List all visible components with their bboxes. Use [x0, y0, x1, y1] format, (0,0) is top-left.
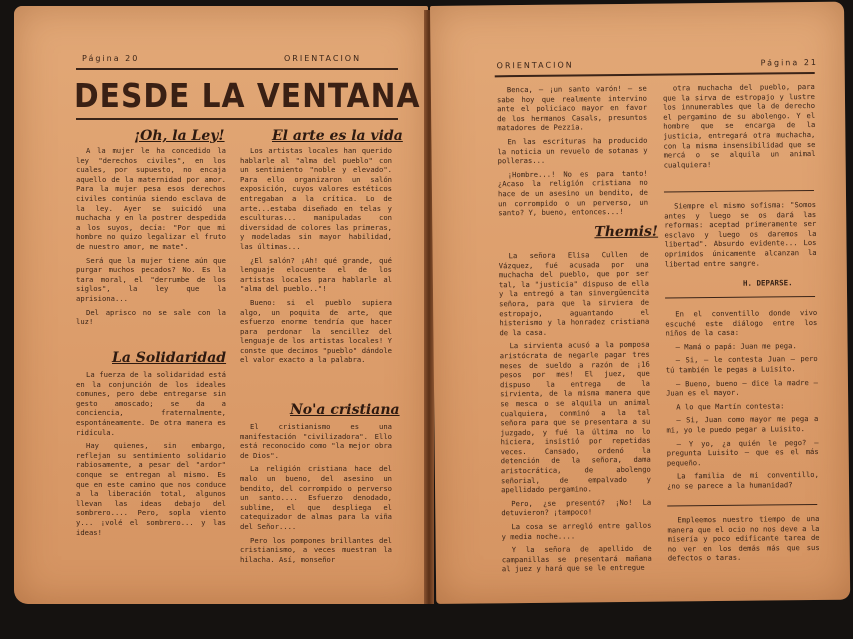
page-headline: DESDE LA VENTANA — [74, 76, 421, 115]
paragraph: otra muchacha del pueblo, para que la sirva de estropajo y lustre los innumerables que la de derecho el pergamino de su abolengo. Y el hombre que se encarga de la justicia, entregará otra muchacha, con la misma insensibilidad que se mercá o se alquila un animal cualquiera! — [662, 81, 816, 170]
oh-la-ley-text — [76, 146, 226, 331]
la-solidaridad-text — [76, 370, 226, 541]
paragraph: ¿El salón? ¡Ah! qué grande, qué lenguaje elocuente el de los artistas locales para hablarle al "alma del pueblo.."! — [240, 255, 392, 294]
header-rule — [76, 68, 398, 70]
paragraph: — Y yo, ¿a quién le pego? — pregunta Luisito — que es el más pequeño. — [666, 437, 819, 468]
section-divider — [667, 504, 817, 507]
paragraph: Bueno: si el pueblo supiera algo, un poquita de arte, que esfuerzo enorme tendría que hacer para perdonar la sencillez del lenguaje de los artistas locales! Y conste que decimos "pueblo" dándole el valor exacto a la palabra. — [240, 297, 392, 365]
paragraph: En las escrituras ha producido la noticia un revuelo de sotanas y polleras... — [497, 135, 648, 166]
paragraph: — Si, Juan como mayor me pega a mi, yo le puedo pegar a Luisito. — [666, 414, 819, 435]
left-page — [14, 6, 428, 604]
no-a-cristiana-text — [240, 422, 392, 568]
section-divider — [665, 296, 815, 299]
left-page-number: Página 20 — [82, 54, 140, 63]
right-page — [430, 2, 850, 604]
paragraph: A la mujer le ha concedido la ley "derechos civiles", en los cuales, por supuesto, no encaja aquello de la maternidad por amor. Para la mujer pesa esos derechos civiles continúa siendo esclava de la ley. Ayer se suicidó una muchacha y en la postrer despedida a los suyos, decía: "Por que mi hombre no quizo legalizar el fruto de nuestro amor, me mate". — [76, 146, 226, 251]
paragraph: La cosa se arregló entre gallos y media noche.... — [501, 520, 652, 541]
header-rule — [495, 72, 815, 77]
themis-text — [499, 250, 652, 579]
conventillo-text — [665, 308, 819, 495]
section-title-no-a-cristiana: No'a cristiana — [290, 402, 400, 418]
el-arte-text — [240, 146, 392, 369]
paragraph: Pero los pompones brillantes del cristianismo, a veces muestran la hilacha. Así, monseñor — [240, 535, 392, 564]
left-running-head: ORIENTACION — [284, 54, 362, 63]
paragraph: — Bueno, bueno — dice la madre — Juan es el mayor. — [666, 377, 819, 398]
right-page-number: Página 21 — [760, 57, 819, 68]
paragraph: La familia de mi conventillo, ¿no se parece a la humanidad? — [666, 470, 819, 491]
deparse-quote — [664, 200, 817, 273]
right-running-head: ORIENTACION — [496, 60, 574, 71]
closing-text — [667, 514, 820, 568]
monsenor-continuation — [497, 84, 648, 222]
section-title-la-solidaridad: La Solidaridad — [112, 350, 227, 366]
section-title-el-arte: El arte es la vida — [272, 128, 403, 144]
paragraph: La sirvienta acusó a la pomposa aristócrata de negarle pagar tres meses de sueldo a razón de ¡16 pesos por mes! El juez, que dispuso la entrega de la sirvienta, de la misma manera que se mesca o se alquila un animal cualquiera, conminó a la tal señora para que se presentara a su juzgado, y fué la última no lo hiciera, insistió por repetidas veces. Cansado, ordenó la detención de la señora, dama aristocrática, de abolengo señorial, de empalvado y apellidado pergamino. — [499, 340, 652, 495]
paragraph: Del aprisco no se sale con la luz! — [76, 307, 226, 327]
section-title-oh-la-ley: ¡Oh, la Ley! — [134, 128, 225, 144]
paragraph: La fuerza de la solidaridad está en la conjunción de los ideales comunes, pero debe entregarse sin gesto amoscado; se da a conciencia, fraternalmente, espontáneamente. De otra manera es ridícula. — [76, 370, 226, 437]
paragraph: — Mamá o papá: Juan me pega. — [675, 340, 797, 352]
paragraph: En el conventillo donde vivo escuché este diálogo entre los niños de la casa: — [665, 307, 818, 338]
paragraph: La señora Elisa Cullen de Vázquez, fué acusada por una muchacha del pueblo, que por ser tal, la "justicia" dispuso de ella y la entregó a tan sinvergüencita señora, para que la sirviera de estropajo, aguantando el histerismo y la honradez cristiana de la casa. — [498, 249, 650, 338]
section-divider — [664, 190, 814, 193]
headline-rule — [76, 118, 398, 120]
paragraph: Será que la mujer tiene aún que purgar muchos pecados? No. Es la tara moral, el "derrumbe de los siglos", la ley que la aprisiona... — [76, 255, 226, 303]
paragraph: Siempre el mismo sofisma: "Somos antes y luego se os dará las reformas: aceptad primeramente ser esclavo y luego os daremos la libertad". Absurdo evidente... Los oprimidos únicamente alcanzan la libertad entre sangre. — [664, 199, 817, 269]
paragraph: A lo que Martín contesta: — [676, 401, 785, 412]
paragraph: Empleemos nuestro tiempo de una manera que el ocio no nos deve a la misería y poco edificante tarea de no ver en los demás más que sus defectos o taras. — [667, 513, 820, 563]
paragraph: Hay quienes, sin embargo, reflejan su sentimiento solidario rabiosamente, a pesar del "ardor" conque se entregan al mismo. Es que en este camino que nos conduce a la liberación total, algunos llevan las ideas debajo del sombrero.... Pero, sopla viento y... ¡volé el sombrero... y las ideas! — [76, 441, 226, 537]
paragraph: — Si, — le contesta Juan — pero tú también le pegas a Luisito. — [665, 354, 818, 375]
paragraph: ¡Hombre...! No es para tanto! ¿Acaso la religión cristiana no hace de un asesino un bendito, de un corrompido o un perverso, un santo? Y, bueno, entonces...! — [497, 168, 649, 218]
paragraph: Benca, — ¡un santo varón! — se sabe hoy que realmente intervino ante el policiaco mayor en favor de los hermanos Casals, presuntos matadores de Pezzia. — [496, 83, 648, 133]
themis-continuation — [663, 82, 816, 174]
quote-author: H. DEPARSE. — [742, 278, 793, 288]
paragraph: Pero, ¿se presentó? ¡No! La detuvieron? ¡tampoco! — [501, 497, 652, 518]
section-title-themis: Themis! — [594, 223, 659, 241]
paragraph: Los artistas locales han querido hablarle al "alma del pueblo" con un sentimiento "noble y elevado". Para ello organizaron un salón exposición, cuyos valores estéticos entregaban a la crítica. Lo de arte...estaba diseñado en telas y esculturas... manipuladas con diversidad de colores las primeras, y modeladas sin mayor habilidad, las últimas... — [240, 146, 392, 251]
paragraph: El cristianismo es una manifestación "civilizadora". Ello está reconocido como "la mejor obra de Dios". — [240, 422, 392, 460]
paragraph: La religión cristiana hace del malo un bueno, del asesino un bendito, del corrompido o perverso un santo.... Esfuerzo denodado, sublime, el que despliega el catequizador de almas para la viña del Señor.... — [240, 464, 392, 531]
paragraph: Y la señora de apellido de campanillas se presentará mañana al juez y hará que se le entregue — [501, 543, 652, 574]
